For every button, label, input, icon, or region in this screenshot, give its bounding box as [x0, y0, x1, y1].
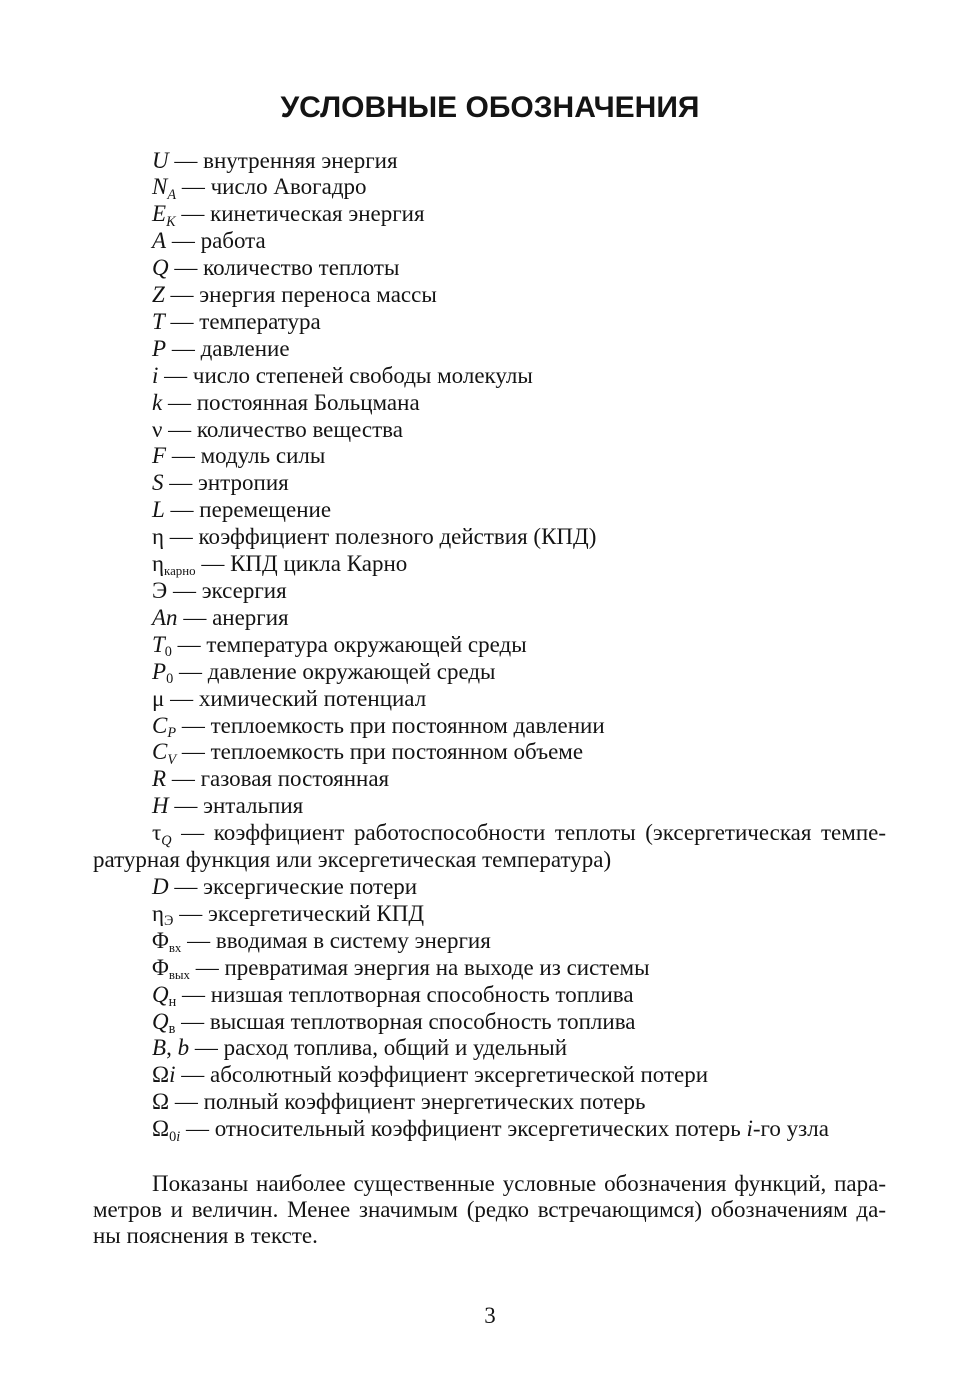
symbol: C: [152, 712, 168, 738]
description-tail: -го узла: [752, 1116, 829, 1142]
description: относительный коэффициент эксергетических потерь: [214, 1116, 747, 1142]
symbol: T: [152, 308, 165, 334]
symbol: η: [152, 524, 165, 550]
notation-higher-heating-value: [93, 1009, 886, 1036]
description: эксергические потери: [203, 873, 418, 899]
symbol: R: [152, 766, 167, 792]
description-continuation: ратурная функция или эксергетическая температура): [93, 847, 612, 873]
symbol: S: [152, 470, 164, 496]
subscript: в: [168, 1021, 176, 1038]
symbol: Z: [152, 282, 165, 308]
notation-amount-of-substance: [93, 417, 886, 444]
em-dash: —: [175, 1062, 210, 1088]
symbol: An: [152, 604, 178, 630]
notation-anergy: [93, 605, 886, 632]
symbol: τ: [152, 820, 162, 846]
notation-efficiency: [93, 524, 886, 551]
em-dash: —: [176, 174, 211, 200]
em-dash: —: [176, 712, 211, 738]
subscript: P: [167, 725, 177, 742]
description: энтропия: [198, 470, 289, 496]
em-dash: —: [166, 335, 201, 361]
notation-fuel-consumption: [93, 1035, 886, 1062]
symbol: Φ: [152, 954, 169, 980]
notation-heat-work-capacity-coefficient: [93, 820, 886, 874]
description-line-2: [93, 847, 886, 874]
symbol: η: [152, 551, 165, 577]
description: полный коэффициент энергетических потерь: [203, 1089, 646, 1115]
notation-work: [93, 228, 886, 255]
notation-exergy-efficiency: [93, 901, 886, 928]
notation-total-energy-loss-coefficient: [93, 1089, 886, 1116]
description: количество теплоты: [203, 255, 400, 281]
notation-exergy: [93, 578, 886, 605]
page-title: УСЛОВНЫЕ ОБОЗНАЧЕНИЯ: [280, 91, 700, 124]
notation-input-energy: [93, 928, 886, 955]
em-dash: —: [162, 389, 197, 415]
description: газовая постоянная: [200, 766, 390, 792]
symbol: i: [152, 362, 159, 388]
em-dash: —: [168, 793, 204, 819]
symbol: N: [152, 174, 168, 200]
subscript: 0: [166, 671, 174, 688]
subscript: 0: [164, 644, 172, 661]
description: число Авогадро: [210, 174, 367, 200]
em-dash: —: [171, 631, 207, 657]
notation-gas-constant: [93, 766, 886, 793]
em-dash: —: [167, 578, 202, 603]
description: энергия переноса массы: [199, 282, 437, 308]
description: КПД цикла Карно: [230, 551, 408, 577]
em-dash: —: [189, 1035, 224, 1061]
description: давление: [200, 335, 290, 361]
em-dash: —: [158, 362, 193, 388]
notation-internal-energy: [93, 148, 886, 175]
subscript: V: [167, 752, 177, 768]
symbol: P: [152, 335, 167, 361]
description: модуль силы: [200, 443, 326, 469]
notation-absolute-exergy-loss-coefficient: [93, 1062, 886, 1089]
symbol: L: [152, 497, 165, 523]
description: количество вещества: [196, 416, 403, 442]
symbol: E: [152, 201, 167, 227]
symbol: k: [152, 389, 163, 415]
notation-convertible-output-energy: [93, 955, 886, 982]
em-dash: —: [168, 147, 204, 173]
symbol: Q: [152, 1008, 169, 1034]
paragraph-line-3: ны пояснения в тексте.: [93, 1223, 318, 1248]
em-dash: —: [164, 497, 200, 523]
notation-pressure: [93, 336, 886, 363]
description: коэффициент полезного действия (КПД): [198, 524, 597, 550]
notation-temperature: [93, 309, 886, 336]
description: вводимая в систему энергия: [215, 927, 491, 953]
description: энтальпия: [203, 793, 304, 819]
symbol: η: [152, 900, 165, 926]
symbol: U: [152, 147, 169, 173]
description: кинетическая энергия: [210, 201, 425, 227]
description: теплоемкость при постоянном объеме: [210, 739, 584, 765]
description: превратимая энергия на выходе из системы: [224, 954, 650, 980]
subscript: н: [168, 994, 177, 1011]
symbol: C: [152, 739, 168, 765]
em-dash: —: [176, 739, 211, 765]
explanatory-paragraph: [93, 1171, 886, 1249]
description: число степеней свободы молекулы: [192, 362, 533, 388]
notation-relative-exergy-loss-coefficient: [93, 1116, 886, 1143]
notation-carnot-efficiency: [93, 551, 886, 578]
em-dash: —: [173, 900, 208, 926]
symbol: F: [152, 443, 167, 469]
page-number: 3: [484, 1303, 496, 1328]
description: постоянная Больцмана: [196, 389, 420, 415]
description: перемещение: [199, 497, 332, 523]
em-dash: —: [177, 604, 213, 630]
symbol: Q: [152, 255, 169, 281]
em-dash: —: [166, 228, 201, 254]
description: давление окружающей среды: [207, 658, 496, 684]
description: анергия: [212, 604, 289, 630]
symbol: T: [152, 631, 165, 657]
em-dash: —: [164, 524, 199, 550]
notation-avogadro-number: [93, 174, 886, 201]
symbol: Ω: [152, 1062, 170, 1088]
notation-mass-transfer-energy: [93, 282, 886, 309]
paragraph-line-1: Показаны наиболее существенные условные обозначения функций, пара-: [152, 1171, 886, 1196]
subscript: 0: [169, 1128, 177, 1145]
description: химический потенциал: [198, 685, 427, 711]
symbol: B: [152, 1035, 167, 1061]
em-dash: —: [180, 1116, 215, 1142]
description: температура окружающей среды: [206, 631, 527, 657]
description: теплоемкость при постоянном давлении: [210, 712, 605, 738]
notation-displacement: [93, 497, 886, 524]
em-dash: —: [166, 443, 201, 469]
symbol: μ: [152, 685, 165, 711]
subscript: вых: [168, 967, 190, 982]
notation-enthalpy: [93, 793, 886, 820]
description: расход топлива, общий и удельный: [223, 1035, 568, 1061]
description-line-1: [93, 820, 886, 847]
description: абсолютный коэффициент эксергетической потери: [209, 1062, 709, 1088]
subscript: карно: [164, 564, 196, 579]
em-dash: —: [189, 954, 225, 980]
symbol: Ω: [152, 1089, 170, 1115]
description: низшая теплотворная способность топлива: [210, 981, 634, 1007]
notation-exergy-losses: [93, 874, 886, 901]
notation-heat-capacity-pressure: [93, 713, 886, 740]
subscript: вх: [168, 940, 182, 955]
notation-list: [93, 148, 886, 1144]
symbol: Φ: [152, 927, 169, 953]
em-dash: —: [164, 282, 200, 308]
subscript: Q: [161, 832, 172, 849]
description-variable: i: [746, 1116, 753, 1142]
description: внутренняя энергия: [203, 147, 398, 173]
em-dash: —: [168, 873, 204, 899]
symbol: A: [152, 228, 167, 254]
description: работа: [200, 228, 266, 254]
notation-entropy: [93, 470, 886, 497]
description: высшая теплотворная способность топлива: [209, 1008, 636, 1034]
notation-boltzmann-constant: [93, 390, 886, 417]
em-dash: —: [162, 416, 197, 442]
paragraph-line-2: метров и величин. Менее значимым (редко встречающимся) обозначениям да-: [93, 1197, 886, 1222]
em-dash: —: [163, 470, 198, 496]
symbol-suffix: i: [169, 1062, 176, 1088]
description: эксергия: [201, 578, 287, 603]
symbol-2: b: [177, 1035, 190, 1061]
em-dash: —: [168, 255, 204, 281]
symbol: P: [152, 658, 167, 684]
em-dash: —: [195, 551, 231, 577]
symbol: Q: [152, 981, 169, 1007]
symbol-separator: ,: [166, 1035, 178, 1061]
subscript: A: [167, 186, 177, 203]
description: эксергетический КПД: [207, 900, 425, 926]
em-dash: —: [169, 1089, 204, 1115]
symbol: Ω: [152, 1116, 170, 1142]
notation-kinetic-energy: [93, 201, 886, 228]
notation-degrees-of-freedom: [93, 363, 886, 390]
em-dash: —: [164, 308, 200, 334]
em-dash: —: [175, 1008, 210, 1034]
symbol: ν: [152, 416, 163, 442]
em-dash: —: [171, 820, 214, 846]
em-dash: —: [166, 766, 201, 792]
subscript: Э: [164, 913, 174, 930]
subscript: K: [166, 213, 176, 230]
description: коэффициент работоспособности теплоты (эксергетическая темпе-: [213, 820, 886, 846]
notation-force-modulus: [93, 443, 886, 470]
notation-heat-quantity: [93, 255, 886, 282]
description: температура: [199, 308, 321, 334]
em-dash: —: [173, 658, 208, 684]
notation-heat-capacity-volume: [93, 739, 886, 766]
em-dash: —: [175, 201, 211, 227]
em-dash: —: [181, 927, 216, 953]
notation-chemical-potential: [93, 686, 886, 713]
em-dash: —: [176, 981, 211, 1007]
notation-ambient-temperature: [93, 632, 886, 659]
subscript-2: i: [176, 1128, 181, 1145]
notation-lower-heating-value: [93, 982, 886, 1009]
symbol: Э: [152, 578, 168, 603]
symbol: D: [152, 873, 169, 899]
symbol: H: [152, 793, 169, 819]
notation-ambient-pressure: [93, 659, 886, 686]
em-dash: —: [164, 685, 199, 711]
